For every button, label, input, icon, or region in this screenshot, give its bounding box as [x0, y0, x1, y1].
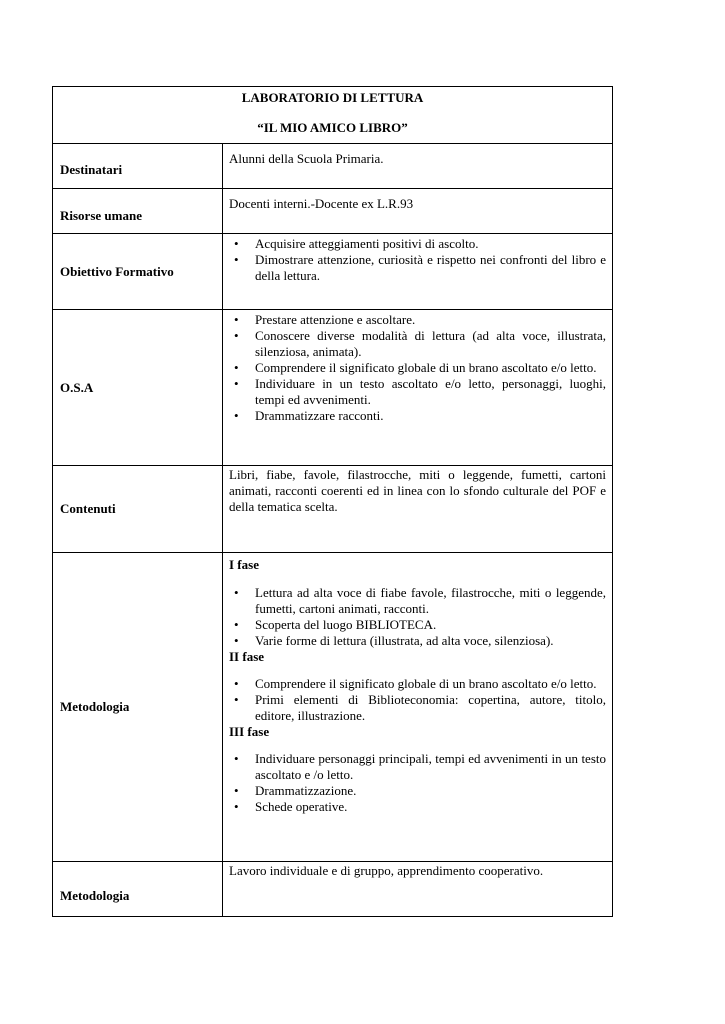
label-cell	[53, 310, 223, 466]
phase-list	[229, 676, 606, 724]
label-osa: O.S.A	[60, 379, 94, 395]
label-risorse: Risorse umane	[60, 208, 142, 223]
list-item: • Varie forme di lettura (illustrata, ad alta voce, silenziosa).	[229, 633, 606, 649]
content-cell	[223, 862, 613, 917]
label-metodologia: Metodologia	[60, 699, 130, 714]
list-item: • Dimostrare attenzione, curiosità e rispetto nei confronti del libro e della lettura.	[229, 252, 606, 284]
label-cell	[53, 862, 223, 917]
row-metodologia-lavoro	[53, 862, 613, 917]
text-metodologia-2: Lavoro individuale e di gruppo, apprendimento cooperativo.	[229, 863, 544, 878]
content-cell	[223, 189, 613, 234]
document-subtitle: “IL MIO AMICO LIBRO”	[257, 120, 408, 135]
list-item: • Individuare in un testo ascoltato e/o letto, personaggi, luoghi, tempi ed avvenimenti.	[229, 376, 606, 408]
list-item: • Acquisire atteggiamenti positivi di ascolto.	[229, 236, 606, 252]
phase-title: III fase	[229, 724, 270, 739]
list-item: • Lettura ad alta voce di fiabe favole, filastrocche, miti o leggende, fumetti, cartoni animati, racconti.	[229, 585, 606, 617]
list-item: • Schede operative.	[229, 799, 606, 815]
label-cell	[53, 234, 223, 310]
label-cell	[53, 466, 223, 553]
list-item: • Conoscere diverse modalità di lettura (ad alta voce, illustrata, silenziosa, animata).	[229, 328, 606, 360]
label-destinatari: Destinatari	[60, 162, 123, 177]
list-item: • Scoperta del luogo BIBLIOTECA.	[229, 617, 606, 633]
content-cell	[223, 144, 613, 189]
program-table	[52, 86, 613, 917]
row-risorse	[53, 189, 613, 234]
document-title: LABORATORIO DI LETTURA	[241, 90, 424, 105]
list-item: • Drammatizzare racconti.	[229, 408, 606, 424]
label-cell	[53, 553, 223, 862]
list-item: • Comprendere il significato globale di un brano ascoltato e/o letto.	[229, 360, 606, 376]
label-cell	[53, 189, 223, 234]
content-cell	[223, 553, 613, 862]
phase-title: I fase	[229, 557, 259, 572]
list-item: • Individuare personaggi principali, tempi ed avvenimenti in un testo ascoltato e /o letto.	[229, 751, 606, 783]
row-contenuti	[53, 466, 613, 553]
text-contenuti: Libri, fiabe, favole, filastrocche, miti o leggende, fumetti, cartoni animati, racconti coerenti ed in linea con lo sfondo culturale del POF e della tematica scelta.	[229, 467, 606, 514]
title-row	[53, 87, 613, 144]
label-contenuti: Contenuti	[60, 501, 116, 516]
obiettivo-list	[229, 236, 606, 284]
row-destinatari	[53, 144, 613, 189]
document-sheet	[52, 86, 613, 917]
row-metodologia-fasi	[53, 553, 613, 862]
text-risorse: Docenti interni.-Docente ex L.R.93	[229, 196, 414, 211]
osa-list	[229, 312, 606, 424]
list-item: • Comprendere il significato globale di un brano ascoltato e/o letto.	[229, 676, 606, 692]
row-osa	[53, 310, 613, 466]
list-item: • Primi elementi di Biblioteconomia: copertina, autore, titolo, editore, illustrazione.	[229, 692, 606, 724]
phase-list	[229, 751, 606, 815]
list-item: • Drammatizzazione.	[229, 783, 606, 799]
label-metodologia-2: Metodologia	[60, 888, 130, 903]
label-cell	[53, 144, 223, 189]
phase-title: II fase	[229, 649, 265, 664]
title-cell	[53, 87, 613, 144]
row-obiettivo	[53, 234, 613, 310]
content-cell	[223, 466, 613, 553]
label-obiettivo: Obiettivo Formativo	[60, 263, 174, 279]
list-item: • Prestare attenzione e ascoltare.	[229, 312, 606, 328]
content-cell	[223, 310, 613, 466]
content-cell	[223, 234, 613, 310]
phase-list	[229, 585, 606, 649]
text-destinatari: Alunni della Scuola Primaria.	[229, 151, 384, 166]
